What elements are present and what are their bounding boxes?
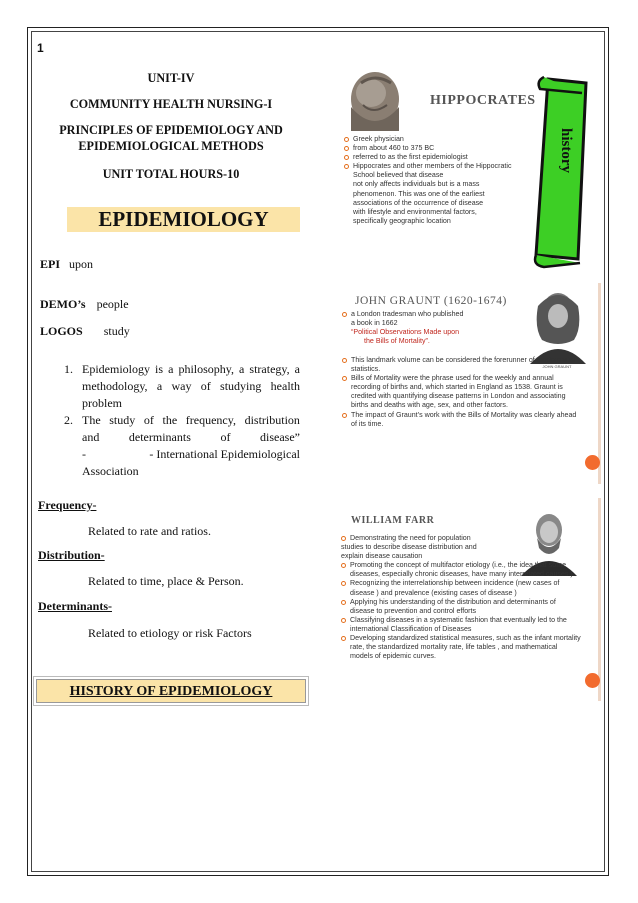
term-meaning: people [96, 297, 129, 311]
publication-title-line1: “Political Observations Made upon [351, 328, 460, 337]
bullet-continuation: specifically geographic location [353, 216, 451, 225]
bullet-continuation: not only affects individuals but is a mass [353, 180, 480, 189]
slide-william-farr [337, 498, 601, 701]
bullet-continuation: phenomenon. This was one of the earliest [353, 189, 485, 198]
course-heading: COMMUNITY HEALTH NURSING-I [69, 97, 273, 111]
term-word: LOGOS [40, 324, 83, 338]
bullet-continuation: studies to describe disease distribution and [341, 543, 477, 552]
bullet-item: Promoting the concept of multifactor etiology (i.e., the idea that some diseases, especially chronic diseases, have many interrelated causes ) [341, 561, 581, 579]
unit-hours-heading: UNIT TOTAL HOURS-10 [102, 167, 240, 181]
determinants-label: Determinants- [38, 599, 112, 613]
definition-text: Epidemiology is a philosophy, a strategy, a methodology, a way of studying health problem [82, 362, 300, 410]
term-epi [40, 257, 93, 272]
topic-heading-line1: PRINCIPLES OF EPIDEMIOLOGY AND [59, 123, 283, 137]
farr-bullets [341, 534, 581, 661]
hippocrates-title: HIPPOCRATES [430, 93, 536, 108]
bullet-item: Recognizing the interrelationship between incidence (new cases of disease ) and prevalence (existing cases of disease ) [341, 579, 581, 597]
word: distribution [244, 413, 300, 427]
portrait-caption: JOHN GRAUNT [542, 364, 572, 369]
hippocrates-bust-image [337, 69, 417, 131]
word: determinants [128, 430, 191, 444]
term-meaning: upon [69, 257, 94, 271]
word: disease” [260, 430, 300, 444]
topic-heading-line2: EPIDEMIOLOGICAL METHODS [78, 139, 264, 153]
term-word: EPI [40, 257, 61, 271]
definition-line [82, 412, 300, 429]
word: of [143, 413, 154, 427]
definition-item-2 [60, 412, 300, 480]
bullet-item: Greek physician [344, 135, 534, 144]
word: the [162, 413, 178, 427]
definitions-list [60, 361, 300, 480]
bullet-item: The impact of Graunt’s work with the Bills of Mortality was clearly ahead of its time. [342, 411, 582, 429]
word: study [109, 413, 136, 427]
definition-source: - International Epidemiological [149, 447, 300, 461]
bullet-item: Applying his understanding of the distribution and determinants of disease to prevention and control efforts [341, 598, 581, 616]
word: frequency, [185, 413, 236, 427]
graunt-bullets [342, 310, 532, 346]
bullet-item: Classifying diseases in a systematic fashion that eventually led to the international Classification of Diseases [341, 616, 581, 634]
bullet-continuation: a book in 1662 [351, 319, 398, 328]
frequency-desc: Related to rate and ratios. [88, 524, 211, 538]
definition-number: 2. [64, 413, 73, 427]
definition-source-2: Association [82, 464, 139, 478]
bullet-item: Bills of Mortality were the phrase used for the weekly and annual recording of births and, which started in England as 1538. Graunt is credited with quantifying disease patterns in London and associating births and deaths with age, sex, and other factors. [342, 374, 582, 410]
epidemiology-title: EPIDEMIOLOGY [67, 207, 300, 232]
determinants-desc: Related to etiology or risk Factors [88, 626, 252, 640]
farr-title: WILLIAM FARR [351, 515, 435, 526]
bullet-item: a London tradesman who published [342, 310, 532, 319]
slide-hippocrates [337, 69, 600, 272]
definition-number: 1. [64, 362, 73, 376]
word: of [220, 430, 231, 444]
term-meaning: study [103, 324, 130, 338]
publication-title-line2: the Bills of Mortality”. [364, 337, 430, 346]
dash: - [82, 447, 86, 461]
page-number: 1 [37, 41, 44, 55]
word: and [82, 430, 100, 444]
orange-circle-decoration [585, 673, 600, 688]
frequency-label: Frequency- [38, 498, 97, 512]
bullet-item: Developing standardized statistical measures, such as the infant mortality rate, the standardized mortality rate, life tables , and mathematical models of epidemic curves. [341, 634, 581, 661]
bullet-item: from about 460 to 375 BC [344, 144, 534, 153]
history-heading-box [33, 676, 309, 706]
bullet-continuation: associations of the occurrence of disease [353, 198, 484, 207]
history-heading: HISTORY OF EPIDEMIOLOGY [69, 684, 273, 699]
definition-item-1 [60, 361, 300, 412]
orange-circle-decoration [585, 455, 600, 470]
slide-accent-bar [598, 498, 601, 701]
bullet-item: referred to as the first epidemiologist [344, 153, 534, 162]
graunt-bullets-more [342, 356, 582, 429]
slide-accent-bar [598, 283, 601, 484]
term-demos [40, 297, 129, 312]
definition-line [82, 429, 300, 446]
bullet-item: Demonstrating the need for population [341, 534, 581, 543]
graunt-title: JOHN GRAUNT (1620-1674) [355, 295, 507, 307]
distribution-desc: Related to time, place & Person. [88, 574, 244, 588]
word: The [82, 413, 101, 427]
bullet-item: This landmark volume can be considered the forerunner of modern vital statistics. [342, 356, 582, 374]
term-logos [40, 324, 130, 339]
bullet-continuation: explain disease causation [341, 552, 423, 561]
scroll-label: history [558, 128, 574, 173]
bullet-continuation: with lifestyle and environmental factors, [353, 207, 477, 216]
hippocrates-bullets [344, 135, 534, 226]
distribution-label: Distribution- [38, 548, 105, 562]
unit-heading: UNIT-IV [147, 71, 195, 85]
bullet-item: Hippocrates and other members of the Hippocratic School believed that disease [344, 162, 534, 180]
slide-john-graunt [337, 283, 601, 484]
history-scroll-image [530, 73, 594, 269]
term-word: DEMO’s [40, 297, 86, 311]
definition-source-line [82, 446, 300, 463]
